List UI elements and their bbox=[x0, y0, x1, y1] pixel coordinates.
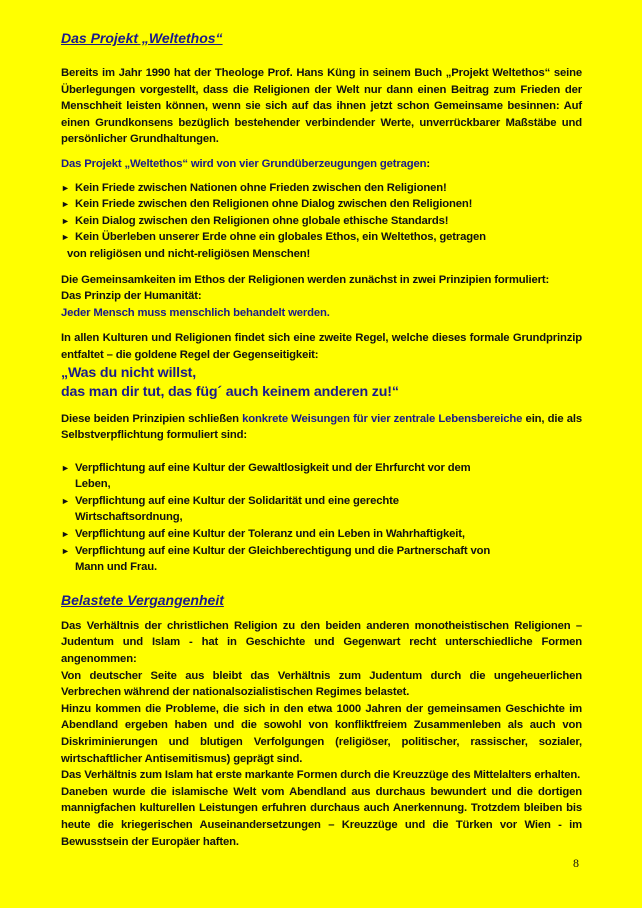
directives-post: ein, die als Selbstverpflichtung formuliert sind: bbox=[61, 412, 582, 442]
list-item-text: Kein Überleben unserer Erde ohne ein globales Ethos, ein Weltethos, getragen bbox=[75, 231, 486, 244]
list-item bbox=[61, 526, 582, 543]
list-item bbox=[61, 196, 582, 213]
directives-paragraph bbox=[61, 411, 582, 444]
paragraph: Das Verhältnis der christlichen Religion zu den beiden anderen monotheistischen Religionen – Judentum und Islam - hat in Geschichte und Gegenwart recht unterschiedliche Formen angenommen: bbox=[61, 619, 582, 666]
list-item bbox=[61, 460, 582, 493]
list-item-text bbox=[75, 543, 582, 576]
arrow-bullet-icon: ► bbox=[61, 529, 70, 540]
principles-intro: Die Gemeinsamkeiten im Ethos der Religionen werden zunächst in zwei Prinzipien formuliert: bbox=[61, 273, 550, 286]
list-item-text bbox=[75, 493, 582, 526]
list-item-continuation bbox=[61, 246, 582, 263]
list-item-text bbox=[75, 460, 582, 493]
list-item bbox=[61, 493, 582, 526]
paragraph: Das Verhältnis zum Islam hat erste markante Formen durch die Kreuzzüge des Mittelalters erhalten. bbox=[61, 769, 581, 782]
paragraph: Daneben wurde die islamische Welt vom Abendland aus durchaus bewundert und die dortigen mannigfachen kulturellen Leistungen erfuhren durchaus auch Anerkennung. Trotzdem bleiben bis heute die kriegerischen Auseinandersetzungen – Kreuzzüge und die Türken vor Wien - im Bewusstsein der Europäer haften. bbox=[61, 785, 582, 848]
arrow-bullet-icon: ► bbox=[61, 545, 70, 556]
arrow-bullet-icon: ► bbox=[61, 182, 70, 193]
directives-highlight: konkrete Weisungen für vier zentrale Lebensbereiche bbox=[242, 412, 523, 425]
convictions-lead-text: Das Projekt „Weltethos“ wird von vier Grundüberzeugungen getragen bbox=[61, 157, 427, 170]
list-item bbox=[61, 229, 582, 246]
list-item-text: Kein Friede zwischen Nationen ohne Frieden zwischen den Religionen! bbox=[75, 181, 447, 194]
section-heading-belastete-vergangenheit: Belastete Vergangenheit bbox=[61, 591, 224, 608]
list-item-line: Leben, bbox=[75, 478, 111, 491]
golden-rule-line-1: „Was du nicht willst, bbox=[61, 364, 197, 381]
intro-paragraph: Bereits im Jahr 1990 hat der Theologe Prof. Hans Küng in seinem Buch „Projekt Weltethos“ seine Überlegungen vorgestellt, dass die Religionen der Welt nur dann einen Beitrag zum Frieden der Menschheit leisten können, wenn sie sich auf das ihnen jetzt schon Gemeinsame besinnen: Auf einen Grundkonsens bezüglich bestehender verbindender Werte, unverrückbarer Maßstäbe und persönlicher Grundhaltungen. bbox=[61, 67, 582, 146]
list-item-line: Wirtschaftsordnung, bbox=[75, 511, 183, 524]
list-item bbox=[61, 213, 582, 230]
list-item-line: Verpflichtung auf eine Kultur der Solidarität und eine gerechte bbox=[75, 494, 399, 507]
list-item bbox=[61, 543, 582, 576]
list-item-text: Kein Dialog zwischen den Religionen ohne globale ethische Standards! bbox=[75, 214, 449, 227]
list-item-text: Verpflichtung auf eine Kultur der Toleranz und ein Leben in Wahrhaftigkeit, bbox=[75, 528, 465, 541]
section2-body bbox=[61, 618, 582, 850]
page-number: 8 bbox=[573, 856, 579, 870]
convictions-lead bbox=[61, 156, 582, 173]
list-item-text: von religiösen und nicht-religiösen Menschen! bbox=[67, 247, 311, 260]
section-heading-weltethos: Das Projekt „Weltethos“ bbox=[61, 30, 223, 46]
convictions-lead-colon: : bbox=[426, 157, 431, 170]
arrow-bullet-icon: ► bbox=[61, 462, 70, 473]
paragraph: Von deutscher Seite aus bleibt das Verhältnis zum Judentum durch die ungeheuerlichen Verbrechen während der nationalsozialistischen Regimes belastet. bbox=[61, 669, 582, 699]
second-rule-paragraph: In allen Kulturen und Religionen findet sich eine zweite Regel, welche dieses formale Grundprinzip entfaltet – die goldene Regel der Gegenseitigkeit: bbox=[61, 332, 582, 361]
golden-rule-line-2: das man dir tut, das füg´ auch keinem anderen zu!“ bbox=[61, 383, 399, 400]
list-item-line: Verpflichtung auf eine Kultur der Gewaltlosigkeit und der Ehrfurcht vor dem bbox=[75, 461, 471, 474]
arrow-bullet-icon: ► bbox=[61, 199, 70, 210]
paragraph: Hinzu kommen die Probleme, die sich in den etwa 1000 Jahren der gemeinsamen Geschichte im Abendland ergeben haben und die sowohl von konfliktfreiem Zusammenleben als auch von Diskriminierungen und blutigen Verfolgungen (religiöser, politischer, rassischer, sozialer, wirtschaftlicher Antisemitismus) geprägt sind. bbox=[61, 702, 582, 765]
list-item-text: Kein Friede zwischen den Religionen ohne Dialog zwischen den Religionen! bbox=[75, 198, 473, 211]
arrow-bullet-icon: ► bbox=[61, 215, 70, 226]
list-item-line: Mann und Frau. bbox=[75, 561, 157, 574]
document-page bbox=[61, 30, 582, 850]
convictions-list bbox=[61, 180, 582, 263]
humanity-statement: Jeder Mensch muss menschlich behandelt werden. bbox=[61, 306, 330, 319]
humanity-label: Das Prinzip der Humanität: bbox=[61, 290, 202, 303]
list-item bbox=[61, 180, 582, 197]
arrow-bullet-icon: ► bbox=[61, 232, 70, 243]
list-item-line: Verpflichtung auf eine Kultur der Gleichberechtigung und die Partnerschaft von bbox=[75, 544, 491, 557]
commitments-list bbox=[61, 460, 582, 576]
arrow-bullet-icon: ► bbox=[61, 495, 70, 506]
directives-pre: Diese beiden Prinzipien schließen bbox=[61, 412, 243, 425]
